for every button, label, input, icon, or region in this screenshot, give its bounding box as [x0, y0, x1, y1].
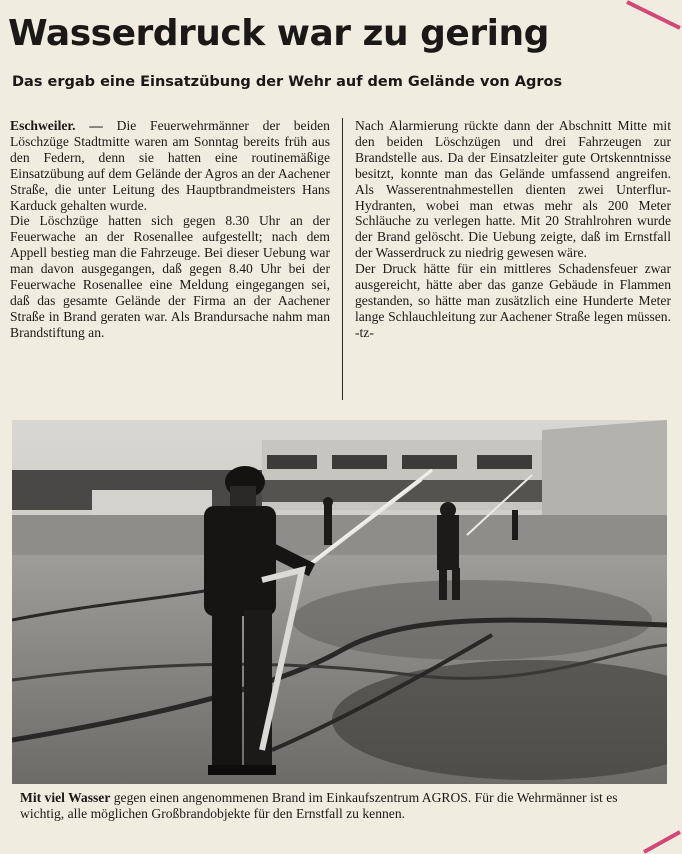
article-column-2	[355, 118, 671, 408]
paragraph: Nach Alarmierung rückte dann der Abschnitt Mitte mit den beiden Löschzügen und drei Fahrzeugen zur Brandstelle aus. Da der Einsatzleiter gute Ortskenntnisse besitzt, konnte man das Gelände umfassend angreifen. Als Wasserentnahmestellen dienten zwei Unterflur-Hydranten, wobei man etwas mehr als 200 Meter Schläuche zu verlegen hatte. Mit 20 Strahlrohren wurde der Brand gelöscht. Die Uebung zeigte, daß im Ernstfall der Wasserdruck zu niedrig gewesen wäre.	[355, 118, 671, 261]
paragraph: Die Löschzüge hatten sich gegen 8.30 Uhr an der Feuerwache an der Rosenallee aufgestellt; nach dem Appell bestieg man die Fahrzeuge. Bei dieser Uebung war man davon ausgegangen, daß gegen 8.40 Uhr bei der Feuerwache Rosenallee eine Meldung eingegangen sei, daß das gesamte Gelände der Firma an der Aachener Straße in Brand geraten war. Als Brandursache nahm man Brandstiftung an.	[10, 213, 330, 340]
article-column-1	[10, 118, 330, 408]
paragraph	[10, 118, 330, 213]
caption-lead: Mit viel Wasser	[20, 790, 111, 805]
column-divider	[342, 118, 343, 400]
headline: Wasserdruck war zu gering	[8, 13, 549, 54]
author-signature: -tz-	[355, 324, 374, 340]
caption-text: gegen einen angenommenen Brand im Einkaufszentrum AGROS. Für die Wehrmänner ist es wichtig, alle möglichen Großbrandobjekte für den Ernstfall zu kennen.	[20, 790, 618, 821]
paragraph	[355, 261, 671, 341]
photo-caption	[20, 790, 660, 822]
paragraph-text: Die Feuerwehrmänner der beiden Löschzüge Stadtmitte waren am Sonntag bereits früh aus den Federn, denn sie hatten eine routinemäßige Einsatzübung auf dem Gelände der Agros an der Aachener Straße, die unter Leitung des Hauptbrandmeisters Hans Karduck gehalten wurde.	[10, 118, 330, 213]
highlighter-mark	[622, 0, 682, 30]
highlighter-mark	[642, 814, 682, 854]
firefighters-photo	[12, 420, 667, 784]
photo-illustration	[12, 420, 667, 784]
subheadline: Das ergab eine Einsatzübung der Wehr auf dem Gelände von Agros	[12, 74, 563, 90]
paragraph-text: Der Druck hätte für ein mittleres Schadensfeuer zwar ausgereicht, hätte aber das ganze Gebäude in Flammen gestanden, so hätte man zusätzlich eine Hunderte Meter lange Schlauchleitung zur Aachener Straße legen müssen.	[355, 261, 671, 324]
dateline: Eschweiler. —	[10, 118, 103, 133]
